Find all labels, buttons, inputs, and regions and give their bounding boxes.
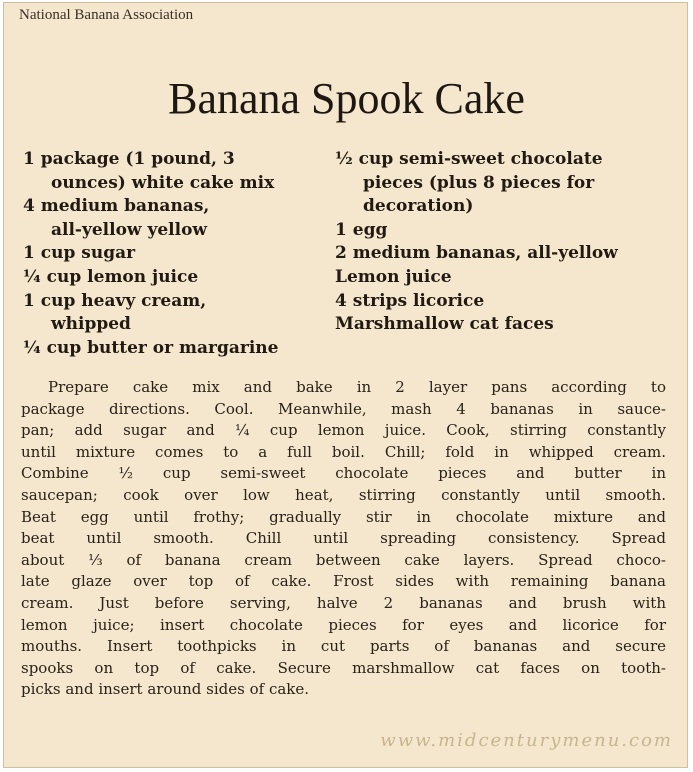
directions-line: cream. Just before serving, halve 2 bananas and brush with	[21, 593, 666, 612]
ingredient-line: 4 medium bananas,	[23, 196, 210, 217]
ingredient-line: ¼ cup lemon juice	[23, 266, 199, 287]
ingredient-line: 1 package (1 pound, 3	[23, 149, 235, 169]
recipe-card	[3, 2, 688, 768]
directions-line: mouths. Insert toothpicks in cut parts of bananas and secure	[21, 637, 666, 656]
source-label: National Banana Association	[19, 7, 194, 23]
ingredient-line: 1 cup heavy cream,	[23, 290, 207, 311]
ingredient-line: ½ cup semi-sweet chocolate	[335, 149, 603, 169]
directions-line: Combine ½ cup semi-sweet chocolate pieces and butter in	[21, 464, 666, 483]
recipe-title: Banana Spook Cake	[168, 74, 525, 123]
directions-line: Beat egg until frothy; gradually stir in chocolate mixture and	[21, 507, 666, 526]
directions-line: beat until smooth. Chill until spreading consistency. Spread	[21, 529, 666, 548]
directions-line: Prepare cake mix and bake in 2 layer pans according to	[48, 378, 666, 396]
ingredient-line: ounces) white cake mix	[51, 172, 275, 193]
ingredient-line: ¼ cup butter or margarine	[23, 337, 279, 358]
directions-line: until mixture comes to a full boil. Chill; fold in whipped cream.	[21, 442, 666, 461]
directions-line: lemon juice; insert chocolate pieces for eyes and licorice for	[21, 615, 666, 634]
ingredient-line: pieces (plus 8 pieces for	[363, 172, 595, 193]
ingredient-line: 1 egg	[335, 219, 388, 240]
directions-line: about ⅓ of banana cream between cake layers. Spread choco-	[21, 550, 666, 569]
ingredient-line: 2 medium bananas, all-yellow	[335, 243, 618, 264]
directions-line: package directions. Cool. Meanwhile, mash 4 bananas in sauce-	[21, 399, 666, 418]
ingredients-left-column	[23, 148, 333, 360]
directions-line: saucepan; cook over low heat, stirring constantly until smooth.	[21, 485, 666, 504]
ingredient-line: Lemon juice	[335, 266, 452, 287]
directions-line: spooks on top of cake. Secure marshmallow cat faces on tooth-	[21, 658, 666, 677]
ingredient-line: all-yellow yellow	[51, 219, 208, 240]
ingredient-line: 1 cup sugar	[23, 243, 136, 264]
ingredients-right-column	[335, 148, 680, 337]
directions-line: picks and insert around sides of cake.	[21, 680, 310, 699]
directions-paragraph	[21, 377, 666, 701]
watermark: www.midcenturymenu.com	[380, 730, 673, 751]
ingredient-line: whipped	[51, 314, 131, 335]
ingredient-line: decoration)	[363, 196, 474, 217]
ingredient-line: 4 strips licorice	[335, 290, 485, 311]
ingredient-line: Marshmallow cat faces	[335, 314, 554, 335]
directions-line: late glaze over top of cake. Frost sides with remaining banana	[21, 572, 666, 591]
directions-line: pan; add sugar and ¼ cup lemon juice. Cook, stirring constantly	[21, 421, 666, 440]
